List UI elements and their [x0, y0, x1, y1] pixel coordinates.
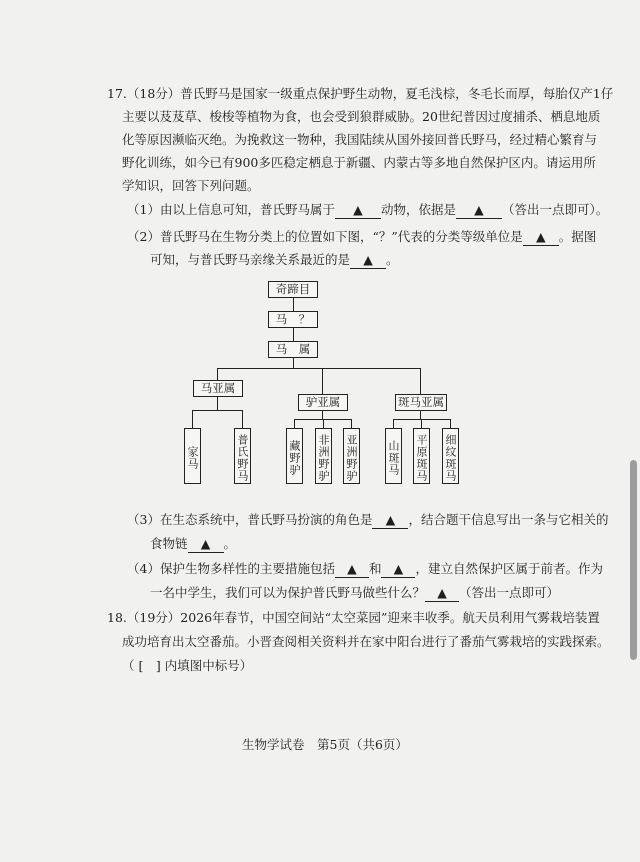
sub1-text-b: 动物，依据是 [380, 202, 456, 217]
connector [294, 419, 295, 428]
connector [217, 368, 218, 380]
sub4-text-a: （4）保护生物多样性的主要措施包括 [127, 561, 335, 576]
sub4-text-d: 一名中学生，我们可以为保护普氏野马做些什么？ [150, 585, 426, 600]
connector [293, 358, 294, 368]
connector [293, 298, 294, 311]
q17-sub4-line-1 [127, 561, 603, 578]
connector [192, 410, 193, 428]
answer-blank[interactable]: ▲ [456, 202, 502, 219]
connector [293, 328, 294, 341]
order-box: 奇蹄目 [268, 281, 318, 298]
q17-sub4-line-2 [150, 585, 559, 602]
species-box-przewalski: 普氏野马 [234, 428, 251, 484]
q18-line-1: 18.（19分）2026年春节，中国空间站“太空菜园”迎来丰收季。航天员利用气雾栽培装置 [107, 610, 600, 625]
answer-blank[interactable]: ▲ [350, 252, 386, 269]
sub3-text-c: 食物链 [150, 536, 188, 551]
q17-line-5: 学知识，回答下列问题。 [122, 178, 260, 193]
answer-blank[interactable]: ▲ [335, 561, 369, 578]
q17-sub2-line-2 [150, 252, 399, 269]
sub4-text-c: ，建立自然保护区属于前者。作为 [415, 561, 603, 576]
q17-line-3: 化等原因濒临灭绝。为挽救这一物种，我国陆续从国外接回普氏野马，经过精心繁育与 [122, 132, 598, 147]
page-footer: 生物学试卷 第5页（共6页） [242, 737, 408, 752]
connector [322, 368, 323, 394]
sub3-text-b: ，结合题干信息写出一条与它相关的 [408, 512, 609, 527]
scrollbar-thumb[interactable] [630, 460, 637, 660]
answer-blank[interactable]: ▲ [523, 229, 559, 246]
connector [322, 411, 323, 419]
sub3-text-d: 。 [223, 536, 237, 551]
answer-blank[interactable]: ▲ [381, 561, 415, 578]
subgenus-box-horse: 马亚属 [193, 380, 243, 397]
q17-sub2-line-1 [127, 229, 596, 246]
q17-line-1: 17.（18分）普氏野马是国家一级重点保护野生动物，夏毛浅棕，冬毛长而厚，每胎仅产1仔 [107, 86, 614, 101]
connector [450, 419, 451, 428]
connector [323, 419, 324, 428]
q17-line-4: 野化训练，如今已有900多匹稳定栖息于新疆、内蒙古等多地自然保护区内。请运用所 [122, 155, 596, 170]
q17-sub3-line-1 [127, 512, 608, 529]
q17-sub3-line-2 [150, 536, 236, 553]
connector [217, 368, 421, 369]
connector [421, 419, 422, 428]
connector [242, 410, 243, 428]
connector [393, 419, 394, 428]
sub4-text-b: 和 [368, 561, 382, 576]
species-box-plains-zebra: 平原斑马 [413, 428, 430, 484]
sub1-text-a: （1）由以上信息可知，普氏野马属于 [127, 202, 335, 217]
family-box: 马 ？ [268, 311, 318, 328]
sub4-text-e: （答出一点即可） [459, 585, 560, 600]
sub2-text-d: 。 [386, 252, 399, 267]
q17-sub1 [127, 202, 608, 219]
q17-line-2: 主要以芨芨草、梭梭等植物为食，也会受到狼群威胁。20世纪普因过度捕杀、栖息地质 [122, 109, 601, 124]
answer-blank[interactable]: ▲ [335, 202, 381, 219]
sub2-text-b: 。据图 [558, 229, 597, 244]
answer-blank[interactable]: ▲ [372, 512, 408, 529]
species-box-african-ass: 非洲野驴 [315, 428, 332, 484]
sub3-text-a: （3）在生态系统中，普氏野马扮演的角色是 [127, 512, 373, 527]
subgenus-box-zebra: 斑马亚属 [395, 394, 447, 411]
subgenus-box-ass: 驴亚属 [298, 394, 348, 411]
sub1-text-c: （答出一点即可）。 [501, 202, 609, 217]
genus-box: 马 属 [268, 341, 318, 358]
connector [192, 410, 243, 411]
species-box-grevy-zebra: 细纹斑马 [442, 428, 459, 484]
answer-blank[interactable]: ▲ [188, 536, 224, 553]
connector [420, 411, 421, 419]
species-box-asian-ass: 亚洲野驴 [343, 428, 360, 484]
connector [351, 419, 352, 428]
answer-blank[interactable]: ▲ [425, 585, 459, 602]
q18-line-3: （ [ ] 内填图中标号） [122, 658, 253, 673]
species-box-kiang: 藏野驴 [286, 428, 303, 484]
connector [420, 368, 421, 394]
sub2-text-c: 可知，与普氏野马亲缘关系最近的是 [150, 252, 351, 267]
connector [217, 397, 218, 410]
species-box-domestic-horse: 家马 [184, 428, 201, 484]
q18-line-2: 成功培育出太空番茄。小晋查阅相关资料并在家中阳台进行了番茄气雾栽培的实践探索。 [122, 634, 610, 649]
sub2-text-a: （2）普氏野马在生物分类上的位置如下图，“？”代表的分类等级单位是 [127, 229, 523, 244]
species-box-mountain-zebra: 山斑马 [385, 428, 402, 484]
